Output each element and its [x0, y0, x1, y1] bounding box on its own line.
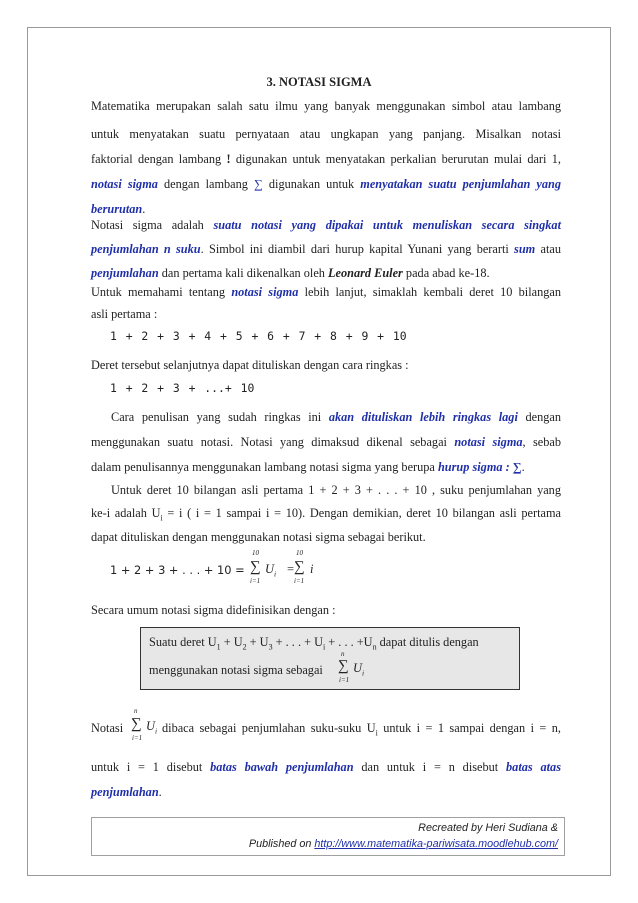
paragraph-line: untuk menyatakan suatu pernyataan atau ungkapan yang panjang. Misalkan notasi: [91, 127, 561, 141]
sigma-symbol: 10 ∑ i=1 i: [294, 549, 314, 585]
definition-line: menggunakan notasi sigma sebagai: [149, 663, 323, 677]
paragraph-line: berurutan.: [91, 202, 146, 216]
paragraph-line: Notasi sigma adalah suatu notasi yang dipakai untuk menuliskan secara singkat: [91, 218, 561, 232]
definition-line: Suatu deret $U_1 + U_2 + U_3$ + . . . + $U_i$ + . . . $+U_n$ dapat ditulis dengan: [149, 635, 479, 652]
paragraph-line: dalam penulisannya menggunakan lambang notasi sigma yang berupa hurup sigma : ∑.: [91, 460, 525, 474]
paragraph-line: Matematika merupakan salah satu ilmu yang banyak menggunakan simbol atau lambang: [91, 99, 561, 113]
paragraph-line: penjumlahan n suku. Simbol ini diambil dari hurup kapital Yunani yang berarti sum atau: [91, 242, 561, 256]
paragraph-line: penjumlahan.: [91, 785, 162, 799]
paragraph-line: ke-i adalah $U_i = i$ ( i = 1 sampai i = 10). Dengan demikian, deret 10 bilangan asli pertama: [91, 506, 561, 523]
sigma-symbol: n ∑ i=1 $U_i$: [131, 707, 158, 742]
sigma-symbol: 10 ∑ i=1 $U_i$ =: [250, 549, 295, 585]
series-1-to-10: 1 + 2 + 3 + 4 + 5 + 6 + 7 + 8 + 9 + 10: [110, 329, 407, 343]
paragraph-line: asli pertama :: [91, 307, 158, 321]
formula-lhs: 1 + 2 + 3 + . . . + 10 =: [110, 563, 245, 577]
paragraph-line: penjumlahan dan pertama kali dikenalkan oleh Leonard Euler pada abad ke-18.: [91, 266, 490, 280]
term-notasi-sigma: notasi sigma: [91, 177, 158, 191]
paragraph-line: Deret tersebut selanjutnya dapat dituliskan dengan cara ringkas :: [91, 358, 409, 372]
footer-box: [91, 817, 565, 856]
leonard-euler: Leonard Euler: [328, 266, 403, 280]
sigma-symbol: n ∑ i=1 $U_i$: [338, 650, 365, 684]
section-title: 3. NOTASI SIGMA: [266, 75, 372, 89]
paragraph-line: dapat dituliskan dengan menggunakan notasi sigma sebagai berikut.: [91, 530, 426, 544]
paragraph-line: menggunakan suatu notasi. Notasi yang dimaksud dikenal sebagai notasi sigma, sebab: [91, 435, 561, 449]
paragraph-line: faktorial dengan lambang ! digunakan untuk menyatakan perkalian berurutan mulai dari 1,: [91, 152, 561, 166]
paragraph-line: Cara penulisan yang sudah ringkas ini akan dituliskan lebih ringkas lagi dengan: [111, 410, 562, 424]
paragraph-line: Notasi n ∑ i=1 $U_i$ dibaca sebagai penjumlahan suku-suku $U_i$ untuk i = 1 sampai dengan i = n,: [91, 707, 561, 742]
paragraph-line: untuk i = 1 disebut batas bawah penjumlahan dan untuk i = n disebut batas atas: [91, 760, 561, 774]
definition-box: [140, 627, 520, 690]
sigma-symbol: ∑: [254, 177, 263, 191]
paragraph-line: Untuk deret 10 bilangan asli pertama 1 + 2 + 3 + . . . + 10 , suku penjumlahan yang: [111, 483, 561, 497]
footer-credit: Recreated by Heri Sudiana &: [418, 822, 558, 834]
paragraph-line: Secara umum notasi sigma didefinisikan dengan :: [91, 603, 336, 617]
footer-published: Published on http://www.matematika-pariwisata.moodlehub.com/: [248, 838, 558, 850]
series-short: 1 + 2 + 3 + ...+ 10: [110, 381, 255, 395]
paragraph-line: Untuk memahami tentang notasi sigma lebih lanjut, simaklah kembali deret 10 bilangan: [91, 285, 561, 299]
footer-link[interactable]: http://www.matematika-pariwisata.moodlehub.com/: [314, 838, 558, 850]
sigma-formula: [110, 549, 430, 598]
paragraph-line: notasi sigma dengan lambang ∑ digunakan untuk menyatakan suatu penjumlahan yang: [91, 177, 561, 191]
